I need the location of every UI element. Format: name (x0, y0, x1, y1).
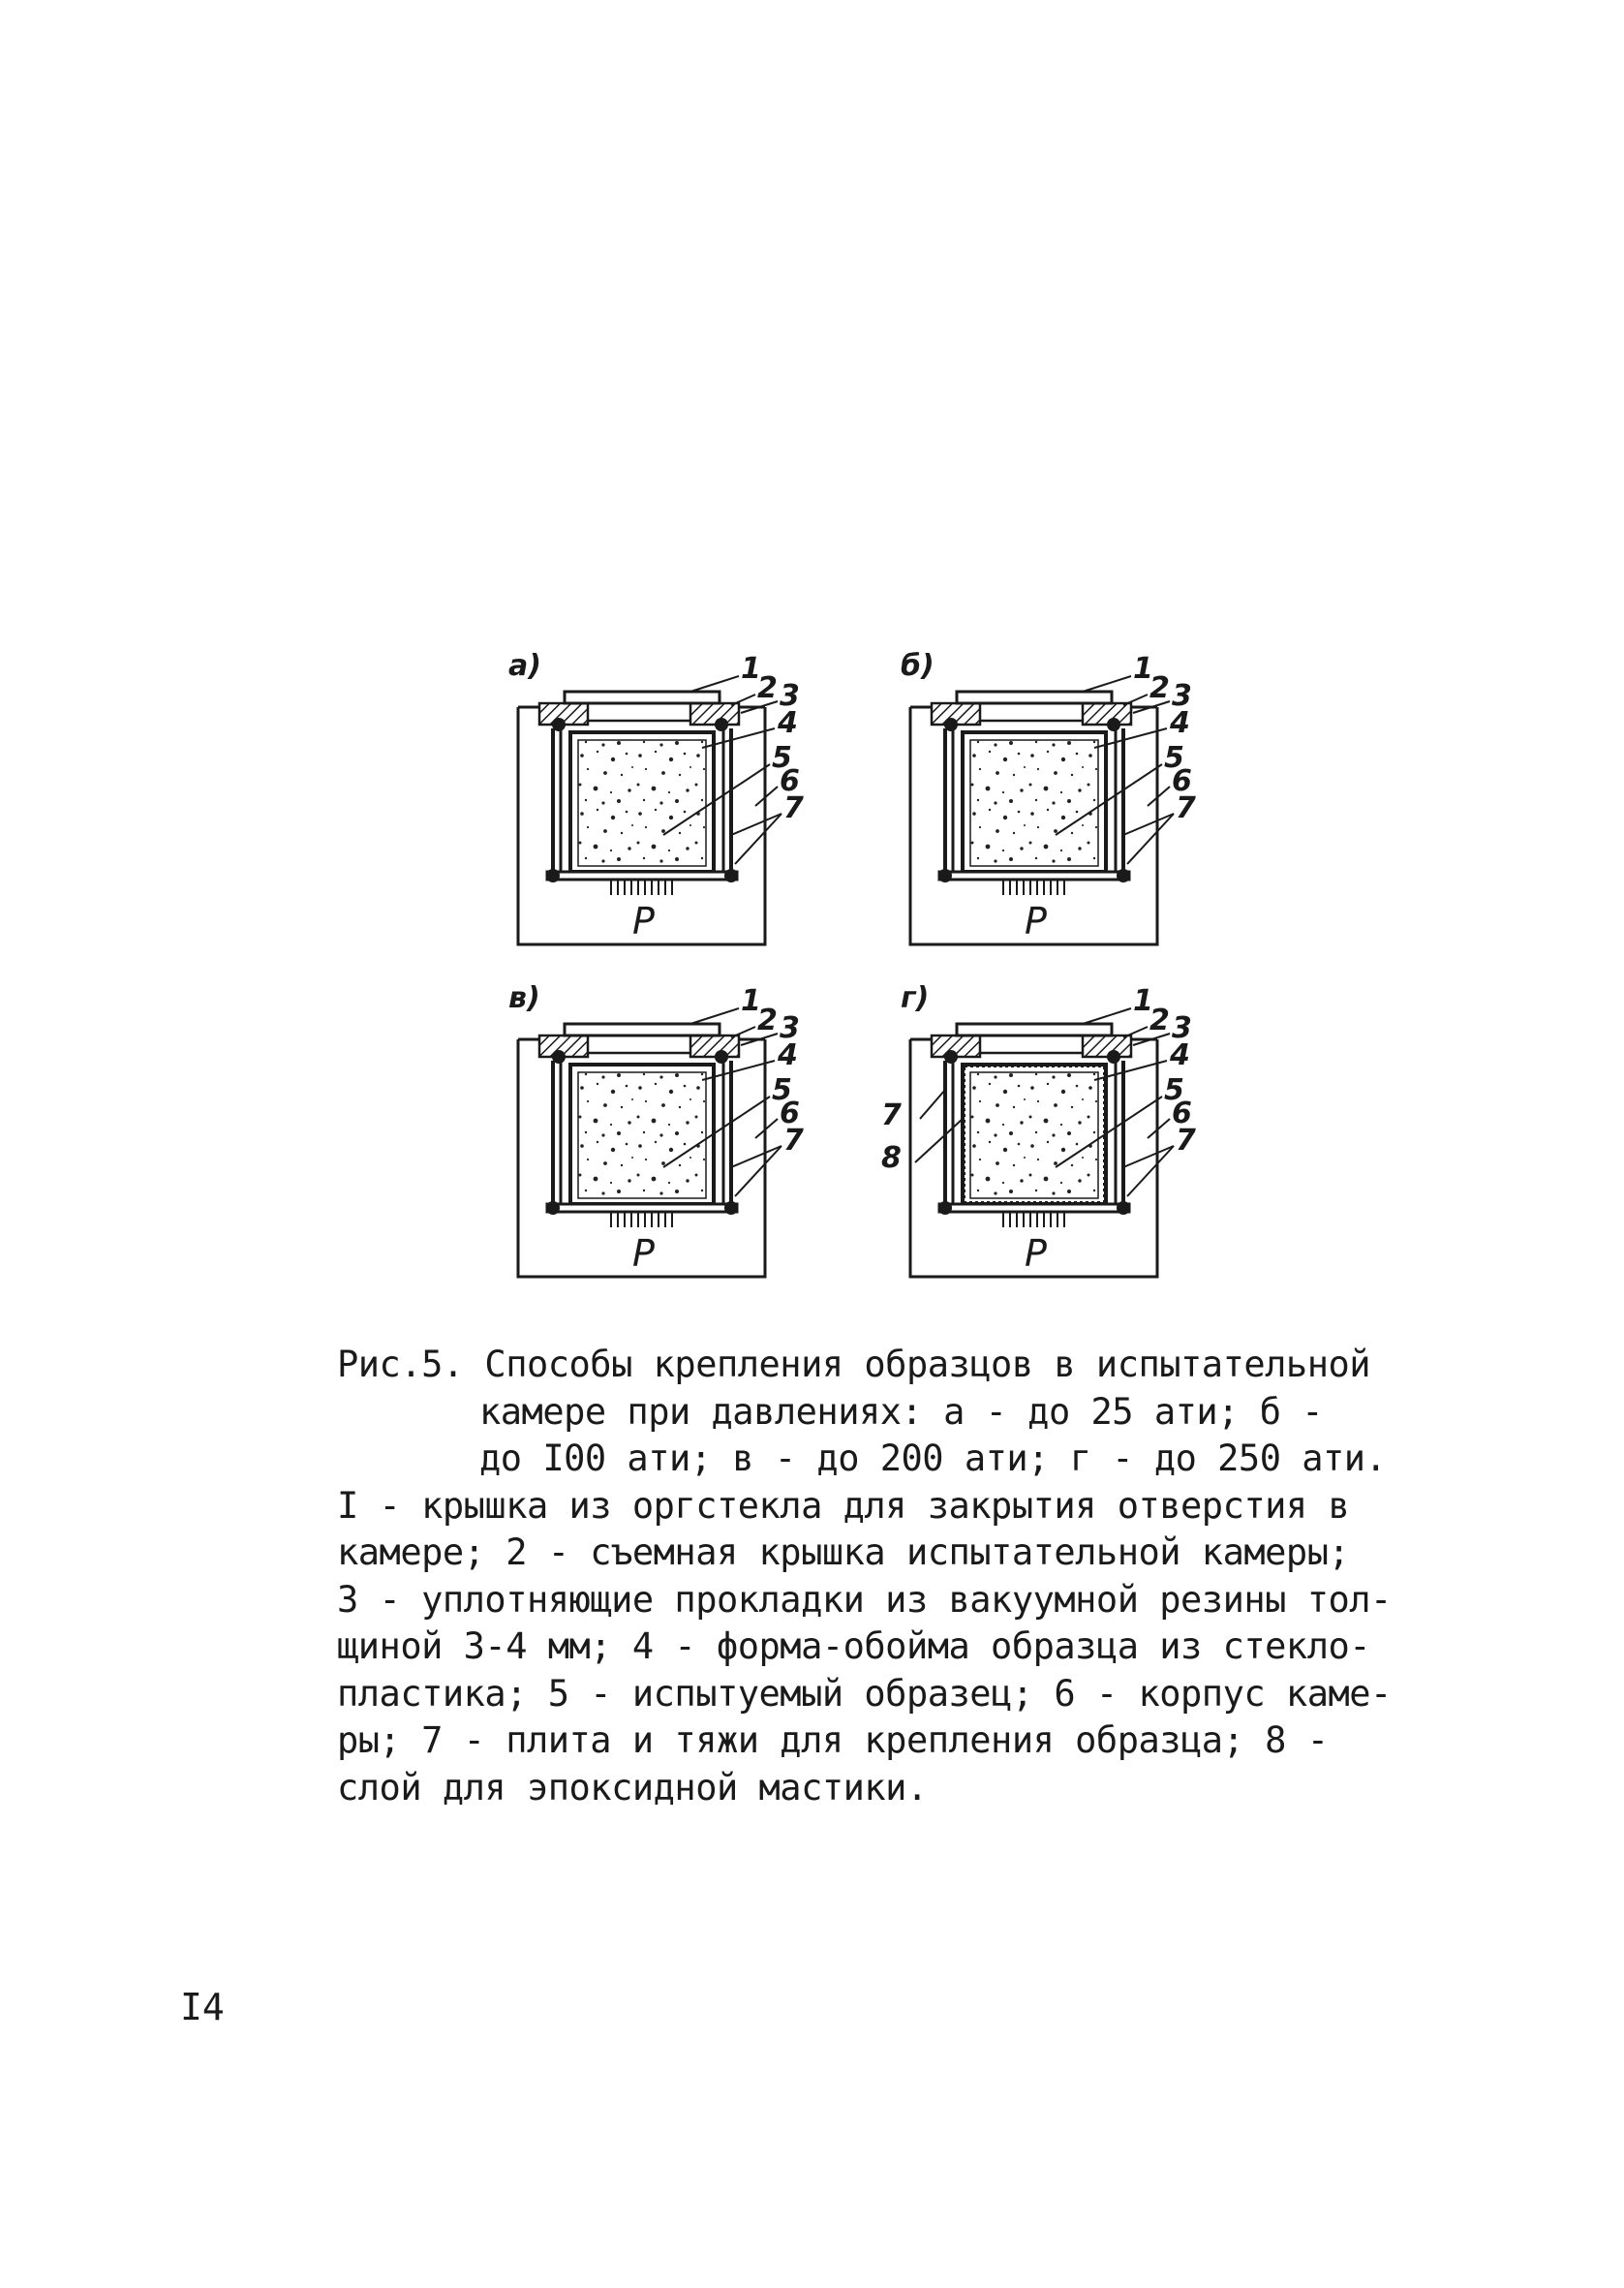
plexiglass-lid (565, 1024, 720, 1036)
page-number: I4 (180, 1986, 225, 2028)
gasket (1107, 1050, 1120, 1064)
callout-7: 7 (881, 1098, 902, 1132)
bottom-plate (939, 1204, 1129, 1212)
specimen (970, 740, 1098, 866)
panel-letter: г) (901, 981, 930, 1015)
callout-6: 6 (780, 764, 800, 798)
removable-cover (1083, 1036, 1131, 1057)
callout-leader (731, 1027, 755, 1037)
caption-line: пластика; 5 - испытуемый образец; 6 - корпус каме- (337, 1672, 1392, 1715)
callout-3: 3 (1172, 1011, 1192, 1045)
caption-line: 3 - уплотняющие прокладки из вакуумной резины тол- (337, 1578, 1392, 1621)
gasket (715, 1050, 728, 1064)
bolt (1117, 869, 1130, 882)
pressure-label: P (632, 1232, 655, 1275)
caption-line: Рис.5. Способы крепления образцов в испытательной (337, 1344, 1371, 1385)
caption-line: камере; 2 - съемная крышка испытательной камеры; (337, 1531, 1350, 1573)
callout-leader (1123, 814, 1174, 835)
gasket (1107, 718, 1120, 731)
pressure-label: P (632, 900, 655, 943)
specimen (970, 1072, 1098, 1198)
bolt (724, 869, 738, 882)
bolt (724, 1201, 738, 1215)
removable-cover (690, 703, 739, 725)
callout-4: 4 (1170, 706, 1190, 740)
callout-leader (915, 1119, 963, 1162)
callout-leader (1083, 1008, 1131, 1024)
panel-g (881, 981, 1196, 1277)
plexiglass-lid (957, 1024, 1112, 1036)
callout-3: 3 (780, 679, 800, 713)
bolt (1117, 1201, 1130, 1215)
figure-caption (337, 1342, 1392, 1811)
specimen (578, 740, 706, 866)
callout-leader (920, 1090, 945, 1119)
callout-leader (690, 676, 739, 692)
callout-5: 5 (772, 741, 792, 775)
pressure-label: P (1025, 1232, 1047, 1275)
pressure-label: P (1025, 900, 1047, 943)
panel-letter: б) (901, 649, 935, 683)
callout-3: 3 (1172, 679, 1192, 713)
panel-letter: а) (508, 649, 541, 683)
callout-7: 7 (783, 791, 804, 825)
removable-cover (1083, 703, 1131, 725)
callout-6: 6 (780, 1097, 800, 1130)
caption-line: I - крышка из оргстекла для закрытия отверстия в (337, 1484, 1350, 1527)
callout-6: 6 (1172, 764, 1192, 798)
bolt (546, 1201, 560, 1215)
bolt (938, 869, 952, 882)
callout-leader (1123, 695, 1148, 705)
caption-line: слой для эпоксидной мастики. (337, 1766, 928, 1809)
callout-leader (1083, 676, 1131, 692)
bottom-plate (547, 1204, 737, 1212)
callout-8: 8 (881, 1141, 902, 1175)
callout-1: 1 (1133, 984, 1153, 1018)
callout-leader (735, 1146, 781, 1196)
callout-2: 2 (757, 671, 778, 705)
callout-5: 5 (1164, 741, 1184, 775)
specimen (578, 1072, 706, 1198)
callout-4: 4 (778, 706, 798, 740)
caption-line: щиной 3-4 мм; 4 - форма-обойма образца из стекло- (337, 1625, 1371, 1667)
callout-4: 4 (1170, 1038, 1190, 1072)
gasket (715, 718, 728, 731)
callout-leader (1127, 1146, 1174, 1196)
callout-2: 2 (1149, 671, 1170, 705)
callout-4: 4 (778, 1038, 798, 1072)
panel-v (508, 981, 804, 1277)
callout-2: 2 (757, 1004, 778, 1037)
panel-a (508, 649, 804, 944)
bolt (546, 869, 560, 882)
panel-b (901, 649, 1196, 944)
bottom-plate (939, 872, 1129, 880)
caption-line: ры; 7 - плита и тяжи для крепления образца; 8 - (337, 1719, 1329, 1761)
removable-cover (690, 1036, 739, 1057)
callout-5: 5 (1164, 1073, 1184, 1107)
callout-1: 1 (741, 652, 761, 686)
panel-letter: в) (508, 981, 540, 1015)
caption-line: до I00 ати; в - до 200 ати; г - до 250 ати. (479, 1438, 1387, 1479)
callout-leader (1127, 814, 1174, 864)
bottom-plate (547, 872, 737, 880)
callout-leader (735, 814, 781, 864)
plexiglass-lid (565, 692, 720, 703)
callout-7: 7 (1176, 1124, 1196, 1158)
callout-leader (1123, 1027, 1148, 1037)
caption-line: камере при давлениях: а - до 25 ати; б - (479, 1390, 1324, 1433)
callout-5: 5 (772, 1073, 792, 1107)
callout-7: 7 (1176, 791, 1196, 825)
callout-leader (731, 695, 755, 705)
callout-leader (1123, 1146, 1174, 1167)
callout-leader (731, 814, 781, 835)
callout-leader (731, 1146, 781, 1167)
callout-1: 1 (1133, 652, 1153, 686)
callout-leader (690, 1008, 739, 1024)
plexiglass-lid (957, 692, 1112, 703)
callout-3: 3 (780, 1011, 800, 1045)
callout-7: 7 (783, 1124, 804, 1158)
bolt (938, 1201, 952, 1215)
callout-1: 1 (741, 984, 761, 1018)
callout-6: 6 (1172, 1097, 1192, 1130)
callout-2: 2 (1149, 1004, 1170, 1037)
